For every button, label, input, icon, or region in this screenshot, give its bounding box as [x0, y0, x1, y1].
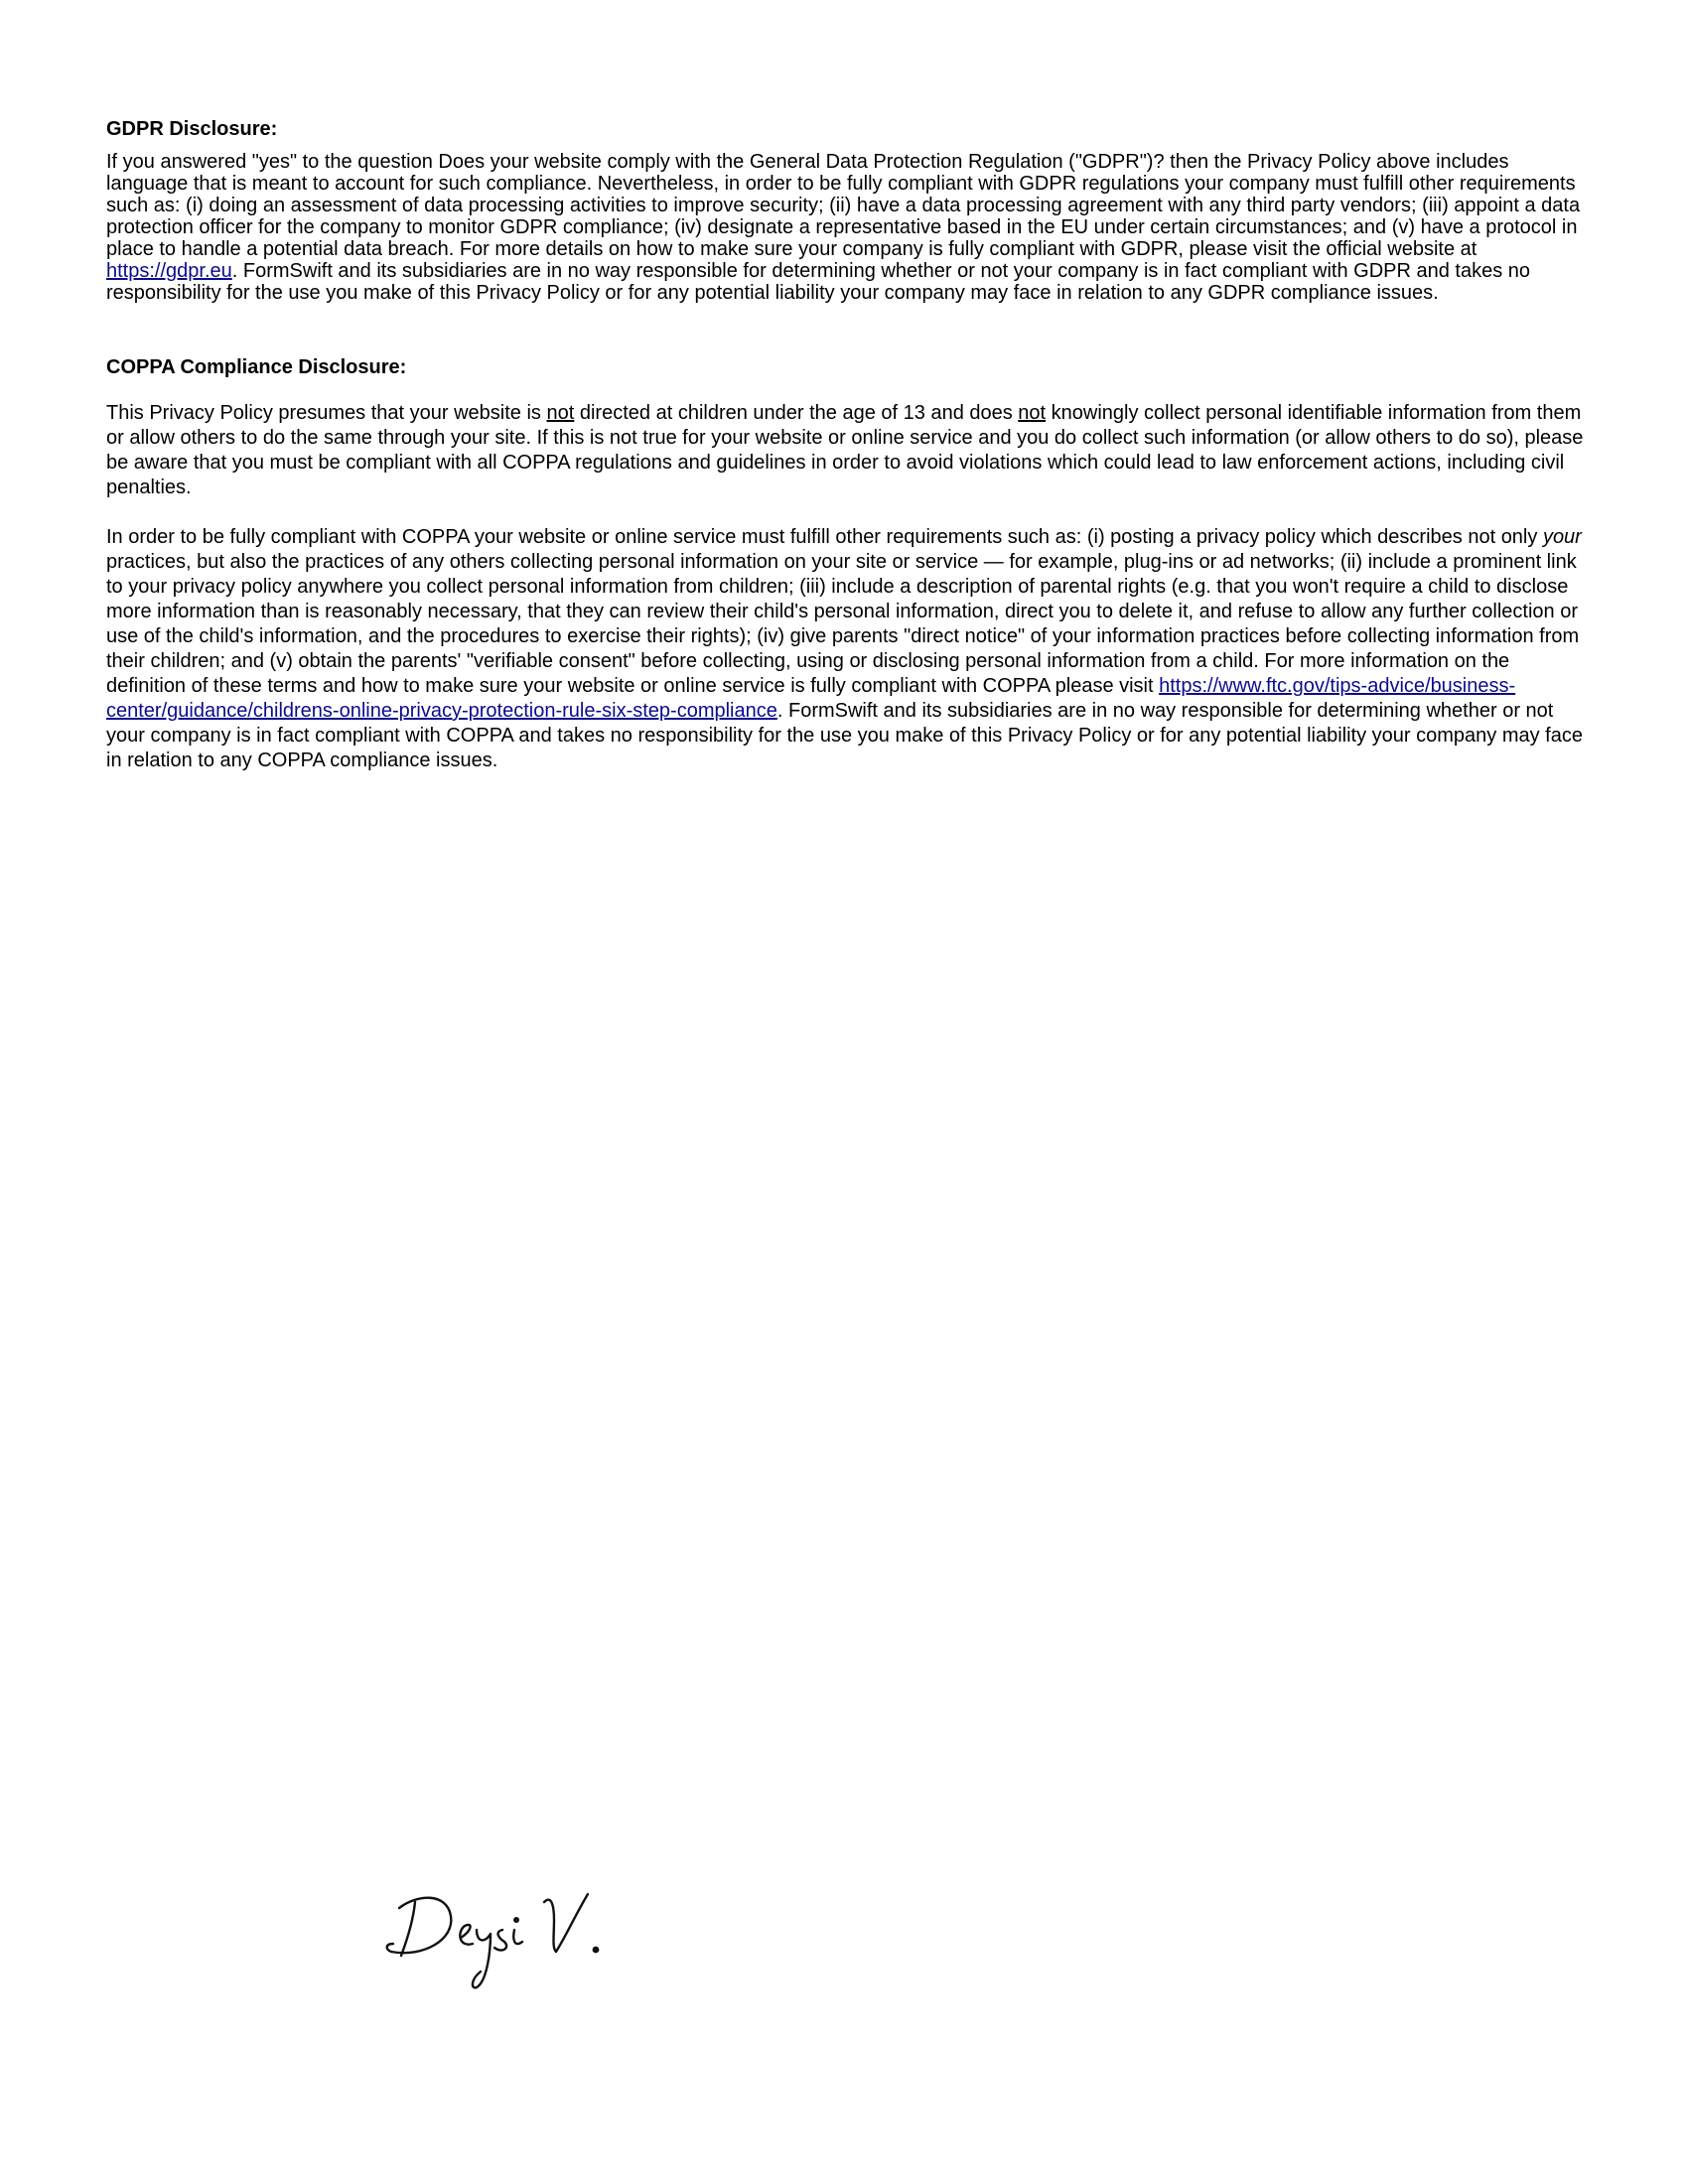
coppa-paragraph-2: [106, 525, 1586, 773]
coppa-your-italic: your: [1542, 526, 1582, 548]
gdpr-text-1: If you answered "yes" to the question Does your website comply with the General Data Protection Regulation ("GDPR")? then the Privacy Policy above includes language that is meant to account for such compliance. Nevertheless, in order to be fully compliant with GDPR regulations your company must fulfill other requirements such as: (i) doing an assessment of data processing activities to improve security; (ii) have a data processing agreement with any third party vendors; (iii) appoint a data protection officer for the company to monitor GDPR compliance; (iv) designate a representative based in the EU under certain circumstances; and (v) have a protocol in place to handle a potential data breach. For more details on how to make sure your company is fully compliant with GDPR, please visit the official website at: [106, 151, 1581, 260]
coppa-not-underlined-1: not: [546, 402, 575, 424]
coppa-paragraph-1: [106, 401, 1586, 500]
gdpr-link[interactable]: https://gdpr.eu: [106, 260, 232, 282]
gdpr-heading: GDPR Disclosure:: [106, 118, 278, 140]
ftc-link[interactable]: https://www.ftc.gov/tips-advice/business-center/guidance/childrens-online-privacy-protection-rule-six-step-compliance: [106, 675, 1516, 722]
coppa-p1-text-a: This Privacy Policy presumes that your website is: [106, 402, 547, 424]
gdpr-text-2: . FormSwift and its subsidiaries are in no way responsible for determining whether or not your company is in fact compliant with GDPR and takes no responsibility for the use you make of this Privacy Policy or for any potential liability your company may face in relation to any GDPR compliance issues.: [106, 260, 1531, 304]
coppa-p2-text-b: practices, but also the practices of any others collecting personal information on your site or service — for example, plug-ins or ad networks; (ii) include a prominent link to your privacy policy anywhere you collect personal information from children; (iii) include a description of parental rights (e.g. that you won't require a child to disclose more information than is reasonably necessary, that they can review their child's personal information, direct you to delete it, and refuse to allow any further collection or use of the child's information, and the procedures to exercise their rights); (iv) give parents "direct notice" of your information practices before collecting information from their children; and (v) obtain the parents' "verifiable consent" before collecting, using or disclosing personal information from a child. For more information on the definition of these terms and how to make sure your website or online service is fully compliant with COPPA please visit: [106, 551, 1580, 697]
coppa-p1-text-b: directed at children under the age of 13 and does: [574, 402, 1019, 424]
coppa-p2-text-a: In order to be fully compliant with COPPA your website or online service must fulfill other requirements such as: (i) posting a privacy policy which describes not only: [106, 526, 1543, 548]
gdpr-paragraph: [106, 151, 1586, 304]
coppa-not-underlined-2: not: [1018, 402, 1047, 424]
document-page: [106, 117, 1586, 773]
coppa-p1-text-c: knowingly collect personal identifiable information from them or allow others to do the same through your site. If this is not true for your website or online service and you do collect such information (or allow others to do so), please be aware that you must be compliant with all COPPA regulations and guidelines in order to avoid violations which could lead to law enforcement actions, including civil penalties.: [106, 402, 1584, 498]
coppa-p2-text-c: . FormSwift and its subsidiaries are in no way responsible for determining whether or not your company is in fact compliant with COPPA and takes no responsibility for the use you make of this Privacy Policy or for any potential liability your company may face in relation to any COPPA compliance issues.: [106, 700, 1583, 771]
handwritten-signature: [377, 1864, 655, 2003]
coppa-heading: COPPA Compliance Disclosure:: [106, 356, 407, 378]
